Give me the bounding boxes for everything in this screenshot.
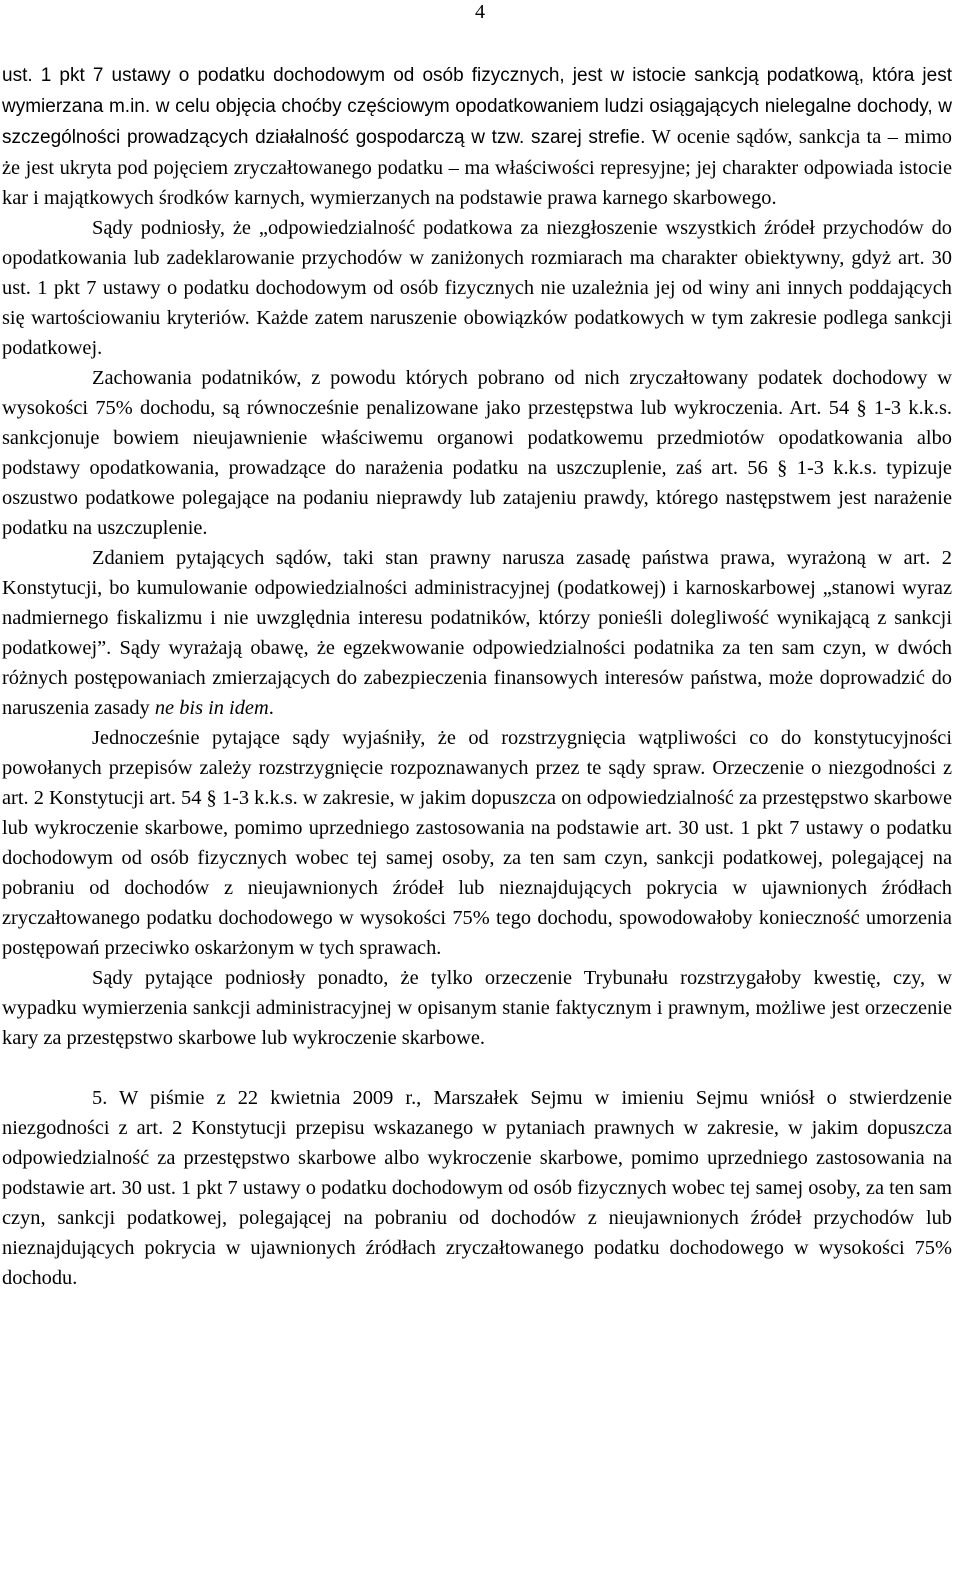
paragraph-6: Sądy pytające podniosły ponadto, że tylko orzeczenie Trybunału rozstrzygałoby kwestię, czy, w wypadku wymierzenia sankcji administracyjnej w opisanym stanie faktycznym i prawnym, możliwe jest orzeczenie kary za przestępstwo skarbowe lub wykroczenie skarbowe. bbox=[2, 967, 952, 1049]
document-body bbox=[2, 60, 952, 1293]
latin-phrase: ne bis in idem bbox=[154, 697, 269, 719]
paragraph-4 bbox=[2, 543, 952, 723]
paragraph-1 bbox=[2, 60, 952, 213]
paragraph-2-text-a: Sądy podniosły, że „odpowiedzialność podatkowa za niezgłoszenie wszystkich źródeł przychodów do opodatkowania lub zadeklarowanie przychodów w zaniżonych rozmiarach ma charakter obiektywny, gdyż art. 30 ust. bbox=[2, 217, 952, 299]
paragraph-3: Zachowania podatników, z powodu których pobrano od nich zryczałtowany podatek dochodowy w wysokości 75% dochodu, są równocześnie penalizowane jako przestępstwa lub wykroczenia. Art. 54 § 1-3 k.k.s. sankcjonuje bowiem nieujawnienie właściwemu organowi podatkowemu przedmiotów opodatkowania albo podstawy opodatkowania, prowadzące do narażenia podatku na uszczuplenie, zaś art. 56 § 1-3 k.k.s. typizuje oszustwo podatkowe polegające na podaniu nieprawdy lub zatajeniu prawdy, którego następstwem jest narażenie podatku na uszczuplenie. bbox=[2, 367, 952, 539]
paragraph-2-text-c: Każde zatem naruszenie obowiązków podatkowych w tym zakresie podlega sankcji podatkowej. bbox=[2, 307, 952, 359]
paragraph-5: Jednocześnie pytające sądy wyjaśniły, że od rozstrzygnięcia wątpliwości co do konstytucyjności powołanych przepisów zależy rozstrzygnięcie rozpoznawanych przez te sądy spraw. Orzeczenie o niezgodności z art. 2 Konstytucji art. 54 § 1-3 k.k.s. w zakresie, w jakim dopuszcza on odpowiedzialność za przestępstwo skarbowe lub wykroczenie skarbowe, pomimo uprzedniego zastosowania na podstawie art. 30 ust. 1 pkt 7 ustawy o podatku dochodowym od osób fizycznych wobec tej samej osoby, za ten sam czyn, sankcji podatkowej, polegającej na pobraniu od dochodów z nieujawnionych źródeł lub nieznajdujących pokrycia w ujawnionych źródłach zryczałtowanego podatku dochodowego w wysokości 75% tego dochodu, spowodowałoby konieczność umorzenia postępowań przeciwko oskarżonym w tych sprawach. bbox=[2, 727, 952, 959]
paragraph-7: 5. W piśmie z 22 kwietnia 2009 r., Marszałek Sejmu w imieniu Sejmu wniósł o stwierdzenie niezgodności z art. 2 Konstytucji przepisu wskazanego w pytaniach prawnych w zakresie, w jakim dopuszcza odpowiedzialność za przestępstwo skarbowe albo wykroczenie skarbowe, pomimo uprzedniego zastosowania na podstawie art. 30 ust. 1 pkt 7 ustawy o podatku dochodowym od osób fizycznych wobec tej samej osoby, za ten sam czyn, sankcji podatkowej, polegającej na pobraniu od dochodów z nieujawnionych źródeł przychodów lub nieznajdujących pokrycia w ujawnionych źródłach zryczałtowanego podatku dochodowego w wysokości 75% dochodu. bbox=[2, 1087, 952, 1289]
paragraph-4-text-a: Zdaniem pytających sądów, taki stan prawny narusza zasadę państwa prawa, wyrażoną w art. 2 Konstytucji, bo kumulowanie odpowiedzialności administracyjnej (podatkowej) i karnoskarbowej „stanowi wyraz nadmiernego fiskalizmu i nie uwzględnia interesu podatników, którzy ponieśli dolegliwość wynikającą z sankcji podatkowej”. Sądy wyrażają obawę, że egzekwowanie odpowiedzialności podatnika za ten sam czyn, w dwóch różnych postępowaniach zmierzających do zabezpieczenia finansowych interesów państwa, może doprowadzić do naruszenia zasady bbox=[2, 547, 952, 719]
paragraph-1-sans-text: ust. 1 pkt 7 ustawy o podatku dochodowym od osób fizycznych, jest w istocie sankcją podatkową, która jest wymierzana m.in. w celu objęcia choćby częściowym opodatkowaniem ludzi osiągających nielegalne dochody, w szczególności prowadzących działalność gospodarczą w tzw. szarej strefie. bbox=[2, 65, 952, 148]
paragraph-2-text-b: 1 pkt 7 ustawy o podatku dochodowym od osób fizycznych nie uzależnia jej od winy ani innych poddających się wartościowaniu kryteriów. bbox=[2, 277, 952, 329]
page-number: 4 bbox=[475, 1, 485, 23]
paragraph-2 bbox=[2, 213, 952, 363]
paragraph-1-text: W ocenie sądów, sankcja ta – mimo że jest ukryta pod pojęciem zryczałtowanego podatku – ma właściwości represyjne; jej charakter odpowiada istocie kar i majątkowych środków karnych, wymierzanych na podstawie prawa karnego skarbowego. bbox=[2, 126, 952, 209]
paragraph-4-text-b: . bbox=[268, 697, 274, 719]
